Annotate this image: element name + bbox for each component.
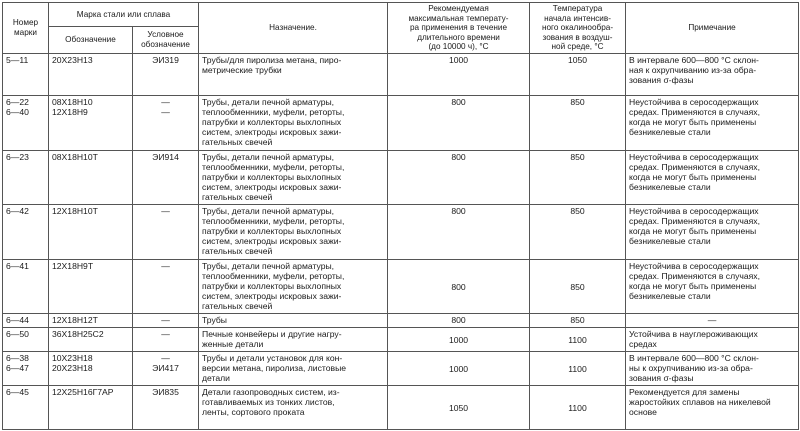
cell-num: 6—50: [3, 328, 49, 352]
cell-max-temp: 800: [388, 260, 530, 314]
cell-scale-temp: 1100: [530, 352, 626, 386]
cell-scale-temp: 850: [530, 314, 626, 328]
cell-scale-temp: 850: [530, 205, 626, 260]
cell-designation: 12Х18Н12Т: [49, 314, 133, 328]
table-row: [3, 54, 799, 96]
header-conditional: Условное обозначение: [133, 27, 199, 54]
header-note: Примечание: [626, 3, 799, 54]
table-row: [3, 260, 799, 314]
cell-conditional: —: [133, 314, 199, 328]
cell-scale-temp: 1100: [530, 328, 626, 352]
cell-purpose: Детали газопроводных систем, из- готавливаемых из тонких листов, ленты, сортового проката: [199, 386, 388, 430]
cell-conditional: — —: [133, 96, 199, 151]
cell-purpose: Трубы, детали печной арматуры, теплообменники, муфели, реторты, патрубки и коллекторы выхлопных систем, электроды искровых зажи- гательных свечей: [199, 151, 388, 205]
cell-purpose: Печные конвейеры и другие нагру- женные детали: [199, 328, 388, 352]
table-row: [3, 205, 799, 260]
cell-purpose: Трубы, детали печной арматуры, теплообменники, муфели, реторты, патрубки и коллекторы выхлопных систем, электроды искровых зажи- гательных свечей: [199, 205, 388, 260]
cell-designation: 12Х18Н10Т: [49, 205, 133, 260]
cell-max-temp: 1000: [388, 328, 530, 352]
header-num: Номер марки: [3, 3, 49, 54]
cell-note: В интервале 600—800 °С склон- ная к охрупчиванию из-за обра- зования σ-фазы: [626, 54, 799, 96]
cell-max-temp: 1000: [388, 54, 530, 96]
cell-max-temp: 800: [388, 314, 530, 328]
cell-num: 6—23: [3, 151, 49, 205]
cell-designation: 10Х23Н18 20Х23Н18: [49, 352, 133, 386]
cell-scale-temp: 850: [530, 260, 626, 314]
header-scale-temp: Температура начала интенсив- ного окалинообра- зования в воздуш- ной среде, °С: [530, 3, 626, 54]
cell-num: 6—42: [3, 205, 49, 260]
cell-note: Неустойчива в серосодержащих средах. Применяются в случаях, когда не могут быть применены безникелевые стали: [626, 151, 799, 205]
cell-purpose: Трубы и детали установок для кон- версии метана, пиролиза, листовые детали: [199, 352, 388, 386]
header-max-temp: Рекомендуемая максимальная температу- ра применения в течение длительного времени (до 10000 ч), °С: [388, 3, 530, 54]
cell-note: Неустойчива в серосодержащих средах. Применяются в случаях, когда не могут быть применены безникелевые стали: [626, 260, 799, 314]
cell-conditional: — ЭИ417: [133, 352, 199, 386]
cell-num: 6—41: [3, 260, 49, 314]
cell-num: 5—11: [3, 54, 49, 96]
cell-max-temp: 1000: [388, 352, 530, 386]
header-purpose: Назначение.: [199, 3, 388, 54]
table-row: [3, 314, 799, 328]
cell-conditional: ЭИ319: [133, 54, 199, 96]
cell-conditional: ЭИ835: [133, 386, 199, 430]
cell-note: В интервале 600—800 °С склон- ны к охрупчиванию из-за обра- зования σ-фазы: [626, 352, 799, 386]
table-row: [3, 386, 799, 430]
cell-purpose: Трубы, детали печной арматуры, теплообменники, муфели, реторты, патрубки и коллекторы выхлопных систем, электроды искровых зажи- гательных свечей: [199, 96, 388, 151]
header-grade: Марка стали или сплава: [49, 3, 199, 27]
header-designation: Обозначение: [49, 27, 133, 54]
cell-conditional: —: [133, 205, 199, 260]
cell-max-temp: 800: [388, 205, 530, 260]
cell-num: 6—44: [3, 314, 49, 328]
cell-conditional: —: [133, 260, 199, 314]
cell-scale-temp: 1100: [530, 386, 626, 430]
cell-purpose: Трубы: [199, 314, 388, 328]
cell-designation: 08Х18Н10 12Х18Н9: [49, 96, 133, 151]
table-row: [3, 352, 799, 386]
cell-purpose: Трубы, детали печной арматуры, теплообменники, муфели, реторты, патрубки и коллекторы выхлопных систем, электроды искровых зажи- гательных свечей: [199, 260, 388, 314]
cell-note: Устойчива в науглероживающих средах: [626, 328, 799, 352]
table-row: [3, 151, 799, 205]
cell-note: Рекомендуется для замены жаростойких сплавов на никелевой основе: [626, 386, 799, 430]
table-row: [3, 328, 799, 352]
cell-note: Неустойчива в серосодержащих средах. Применяются в случаях, когда не могут быть применены безникелевые стали: [626, 205, 799, 260]
cell-scale-temp: 850: [530, 151, 626, 205]
cell-num: 6—22 6—40: [3, 96, 49, 151]
cell-note: Неустойчива в серосодержащих средах. Применяются в случаях, когда не могут быть применены безникелевые стали: [626, 96, 799, 151]
cell-designation: 20Х23Н13: [49, 54, 133, 96]
cell-designation: 08Х18Н10Т: [49, 151, 133, 205]
cell-designation: 36Х18Н25С2: [49, 328, 133, 352]
table-row: [3, 96, 799, 151]
cell-max-temp: 800: [388, 151, 530, 205]
cell-max-temp: 1050: [388, 386, 530, 430]
cell-conditional: —: [133, 328, 199, 352]
cell-num: 6—45: [3, 386, 49, 430]
cell-num: 6—38 6—47: [3, 352, 49, 386]
cell-conditional: ЭИ914: [133, 151, 199, 205]
cell-note: —: [626, 314, 799, 328]
cell-designation: 12Х25Н16Г7АР: [49, 386, 133, 430]
cell-scale-temp: 850: [530, 96, 626, 151]
cell-designation: 12Х18Н9Т: [49, 260, 133, 314]
cell-max-temp: 800: [388, 96, 530, 151]
steel-grades-table: [2, 2, 799, 430]
cell-scale-temp: 1050: [530, 54, 626, 96]
cell-purpose: Трубы/для пиролиза метана, пиро- метрические трубки: [199, 54, 388, 96]
